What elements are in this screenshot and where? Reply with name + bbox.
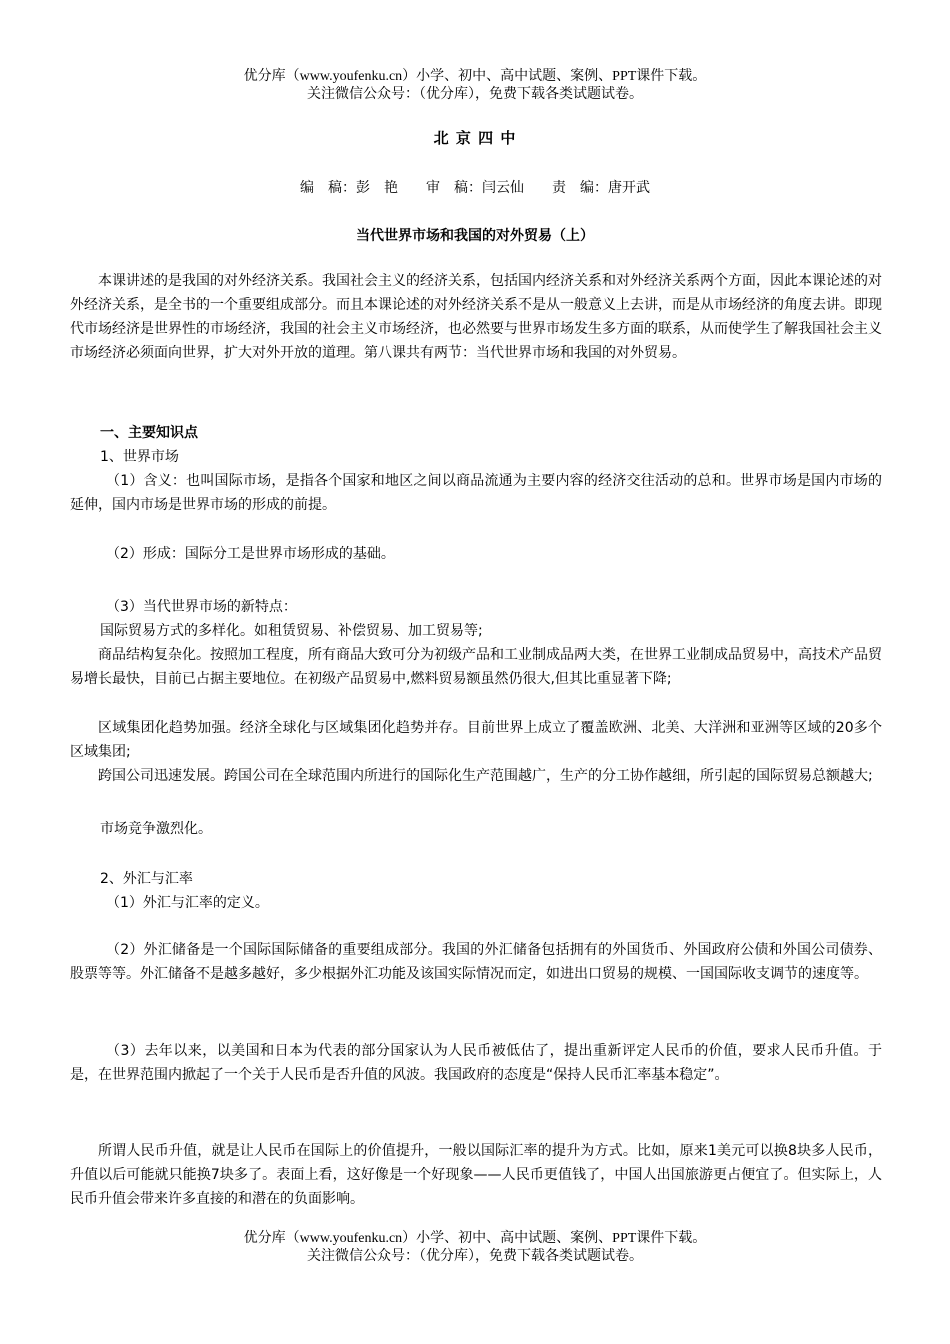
rmb-appreciation-explanation-paragraph: 所谓人民币升值，就是让人民币在国际上的价值提升，一般以国际汇率的提升为方式。比如，原来1美元可以换8块多人民币，升值以后可能就只能换7块多了。表面上看，这好像是一个好现象——人民币更值钱了，中国人出国旅游更占便宜了。但实际上，人民币升值会带来许多直接的和潜在的负面影响。	[70, 1143, 882, 1207]
world-market-formation: （2）形成：国际分工是世界市场形成的基础。	[106, 546, 395, 562]
world-market-definition: （1）含义：也叫国际市场，是指各个国家和地区之间以商品流通为主要内容的经济交往活动的总和。世界市场是国内市场的延伸，国内市场是世界市场的形成的前提。	[70, 473, 882, 513]
school-name: 北 京 四 中	[433, 129, 517, 147]
forex-reserves-paragraph: （2）外汇储备是一个国际国际储备的重要组成部分。我国的外汇储备包括拥有的外国货币、外国政府公债和外国公司债券、股票等等。外汇储备不是越多越好，多少根据外汇功能及该国实际情况而定，如进出口贸易的规模、一国国际收支调节的速度等。	[70, 942, 882, 982]
feature-regional-blocs: 区域集团化趋势加强。经济全球化与区域集团化趋势并存。目前世界上成立了覆盖欧洲、北美、大洋洲和亚洲等区域的20多个区域集团;	[70, 720, 882, 760]
article-title: 当代世界市场和我国的对外贸易（上）	[356, 228, 594, 244]
forex-definition: （1）外汇与汇率的定义。	[106, 895, 269, 911]
rmb-appreciation-pressure-paragraph: （3）去年以来，以美国和日本为代表的部分国家认为人民币被低估了，提出重新评定人民币的价值，要求人民币升值。于是，在世界范围内掀起了一个关于人民币是否升值的风波。我国政府的态度是“保持人民币汇率基本稳定”。	[70, 1043, 882, 1083]
feature-competition: 市场竞争激烈化。	[100, 821, 212, 837]
section-heading-main-points: 一、主要知识点	[100, 425, 198, 441]
footer-ad-line-1: 优分库（www.youfenku.cn）小学、初中、高中试题、案例、PPT课件下载。	[243, 1231, 707, 1246]
subheading-foreign-exchange: 2、外汇与汇率	[100, 871, 193, 887]
feature-multinationals: 跨国公司迅速发展。跨国公司在全球范围内所进行的国际化生产范围越广，生产的分工协作越细，所引起的国际贸易总额越大;	[98, 768, 873, 784]
footer-ad-line-2: 关注微信公众号：（优分库），免费下载各类试题试卷。	[307, 1249, 643, 1264]
header-ad-line-2: 关注微信公众号：（优分库），免费下载各类试题试卷。	[307, 87, 643, 102]
subheading-world-market: 1、世界市场	[100, 449, 179, 465]
credits-line: 编 稿：彭 艳 审 稿：闫云仙 责 编：唐开武	[300, 180, 650, 196]
feature-commodity-structure: 商品结构复杂化。按照加工程度，所有商品大致可分为初级产品和工业制成品两大类，在世界工业制成品贸易中，高技术产品贸易增长最快，目前已占据主要地位。在初级产品贸易中,燃料贸易额虽然仍很大,但其比重显著下降;	[70, 647, 882, 687]
world-market-features-intro: （3）当代世界市场的新特点：	[106, 599, 297, 615]
header-ad-line-1: 优分库（www.youfenku.cn）小学、初中、高中试题、案例、PPT课件下载。	[243, 69, 707, 84]
feature-trade-diversification: 国际贸易方式的多样化。如租赁贸易、补偿贸易、加工贸易等;	[100, 623, 483, 639]
intro-paragraph: 本课讲述的是我国的对外经济关系。我国社会主义的经济关系，包括国内经济关系和对外经济关系两个方面，因此本课论述的对外经济关系，是全书的一个重要组成部分。而且本课论述的对外经济关系不是从一般意义上去讲，而是从市场经济的角度去讲。即现代市场经济是世界性的市场经济，我国的社会主义市场经济，也必然要与世界市场发生多方面的联系，从而使学生了解我国社会主义市场经济必须面向世界，扩大对外开放的道理。第八课共有两节：当代世界市场和我国的对外贸易。	[70, 273, 882, 361]
